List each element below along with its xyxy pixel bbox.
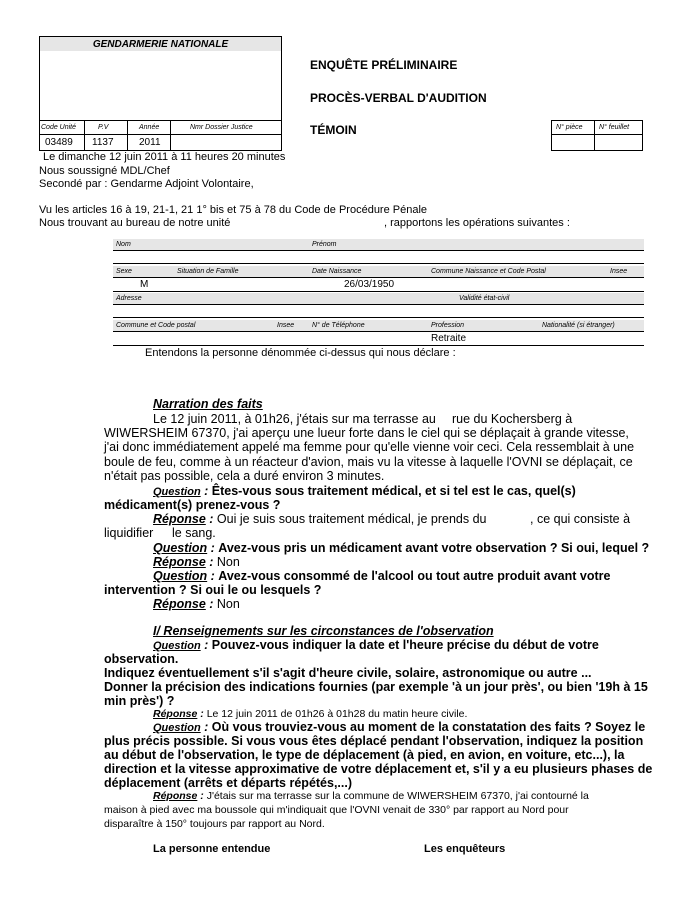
commune-cp-label: Commune et Code postal <box>116 322 196 329</box>
qa3-answer: Réponse : Non <box>153 597 240 611</box>
section1-answer2-line-1: Réponse : J'étais sur ma terrasse sur la commune de WIWERSHEIM 67370, j'ai contourné la <box>153 790 589 802</box>
nom-label: Nom <box>116 241 131 248</box>
profession-label: Profession <box>431 322 465 329</box>
section1-question-line-5: min près') ? <box>104 694 175 708</box>
annee-value: 2011 <box>139 137 161 148</box>
signature-investigators: Les enquêteurs <box>424 843 506 855</box>
narration-line-2: WIWERSHEIM 67370, j'ai aperçu une lueur forte dans le ciel qui se déplaçait à grande vitesse, <box>104 426 629 440</box>
narration-title: Narration des faits <box>153 397 263 411</box>
answer-label: Réponse <box>153 512 206 526</box>
section1-question2-line-4: direction et la vitesse approximative de votre déplacement et, s'il y a eu plusieurs phases de <box>104 762 653 776</box>
adresse-label: Adresse <box>116 295 142 302</box>
identity-row-3 <box>113 293 644 304</box>
annee-label: Année <box>139 124 160 131</box>
qa1-answer-line-1: Réponse : Oui je suis sous traitement médical, je prends du <box>153 512 487 526</box>
section1-question-line-1: Question : Pouvez-vous indiquer la date et l'heure précise du début de votre <box>153 638 599 652</box>
narration-line-1b: rue du Kochersberg à <box>452 412 573 426</box>
section1-question2-line-3: au début de l'observation, le type de déplacement (à pied, en avion, en voiture, etc...), la <box>104 748 625 762</box>
section1-question2-line-5: déplacement (arrêts et départs répétés,...) <box>104 776 353 790</box>
qa1-answer-line-2b: le sang. <box>172 526 216 540</box>
narration-line-3: j'ai donc immédiatement appelé ma femme pour qu'elle vienne voir ceci. Cela ressemblait à une <box>104 440 635 454</box>
identity-row-1 <box>113 239 644 250</box>
situation-label: Situation de Famille <box>177 268 239 275</box>
qa1-answer-line-2a: liquidifier <box>104 526 154 540</box>
pv-value: 1137 <box>92 137 114 148</box>
feuillet-label: N° feuillet <box>599 124 630 131</box>
articles-line: Vu les articles 16 à 19, 21-1, 21 1° bis et 75 à 78 du Code de Procédure Pénale <box>39 204 428 216</box>
section1-question2-line-2: plus précis possible. Si vous vous êtes déplacé pendant l'observation, indiquez la position <box>104 734 644 748</box>
bureau-line-b: , rapportons les opérations suivantes : <box>384 217 570 229</box>
section1-question-line-2: observation. <box>104 652 179 666</box>
qa2-answer: Réponse : Non <box>153 555 240 569</box>
officer-line: Nous soussigné MDL/Chef <box>39 165 170 177</box>
section1-title: I/ Renseignements sur les circonstances de l'observation <box>153 624 494 638</box>
doc-type-1: ENQUÊTE PRÉLIMINAIRE <box>310 58 458 72</box>
date-naissance-label: Date Naissance <box>312 268 362 275</box>
section1-question-line-4: Donner la précision des indications fournies (par exemple 'à un jour près', ou bien '19h à 15 <box>104 680 648 694</box>
narration-line-4: boule de feu, comme à un réacteur d'avion, mais vu la vitesse à laquelle l'OVNI se déplaçait, ce <box>104 455 633 469</box>
section1-answer2-line-2: maison à pied avec ma boussole qui m'indiquait que l'OVNI venait de 330° par rapport au Nord pour <box>104 804 569 816</box>
section1-question-line-3: Indiquez éventuellement s'il s'agit d'heure civile, solaire, astronomique ou autre ... <box>104 666 592 680</box>
prenom-label: Prénom <box>312 241 337 248</box>
question-label: Question <box>153 486 201 498</box>
doc-type-3: TÉMOIN <box>310 123 357 137</box>
doc-type-2: PROCÈS-VERBAL D'AUDITION <box>310 91 487 105</box>
dossier-label: Nmr Dossier Justice <box>190 124 253 131</box>
tel-label: N° de Téléphone <box>312 322 365 329</box>
sexe-label: Sexe <box>116 268 132 275</box>
piece-label: N° pièce <box>556 124 583 131</box>
section1-answer-1: Réponse : Le 12 juin 2011 de 01h26 à 01h28 du matin heure civile. <box>153 708 468 720</box>
signature-witness: La personne entendue <box>153 843 271 855</box>
validite-label: Validité état-civil <box>459 295 510 302</box>
sexe-value: M <box>140 279 149 290</box>
second-line: Secondé par : Gendarme Adjoint Volontaire, <box>39 178 254 190</box>
section1-answer2-line-3: disparaître à 150° toujours par rapport au Nord. <box>104 818 325 830</box>
narration-line-1a: Le 12 juin 2011, à 01h26, j'étais sur ma terrasse au <box>153 412 436 426</box>
profession-value: Retraite <box>431 333 467 344</box>
qa1-question-line-1: Question : Êtes-vous sous traitement médical, et si tel est le cas, quel(s) <box>153 484 576 498</box>
qa1-answer-line-1b: , ce qui consiste à <box>530 512 631 526</box>
bureau-line-a: Nous trouvant au bureau de notre unité <box>39 217 231 229</box>
code-unite-value: 03489 <box>45 137 73 148</box>
section1-question2-line-1: Question : Où vous trouviez-vous au moment de la constatation des faits ? Soyez le <box>153 720 646 734</box>
insee-label: Insee <box>610 268 628 275</box>
nationalite-label: Nationalité (si étranger) <box>542 322 615 329</box>
date-line: Le dimanche 12 juin 2011 à 11 heures 20 minutes <box>43 151 286 163</box>
date-naissance-value: 26/03/1950 <box>344 279 395 290</box>
declaration-intro: Entendons la personne dénommée ci-dessus qui nous déclare : <box>145 347 456 359</box>
qa1-question-line-2: médicament(s) prenez-vous ? <box>104 498 281 512</box>
narration-line-5: n'était pas possible, cela a duré environ 3 minutes. <box>104 469 385 483</box>
pv-label: P.V <box>98 124 109 131</box>
qa2-question: Question : Avez-vous pris un médicament avant votre observation ? Si oui, lequel ? <box>153 541 650 555</box>
insee2-label: Insee <box>277 322 295 329</box>
agency-name: GENDARMERIE NATIONALE <box>92 39 229 50</box>
qa3-question-line-2: intervention ? Si oui le ou lesquels ? <box>104 583 322 597</box>
commune-naissance-label: Commune Naissance et Code Postal <box>431 268 546 275</box>
qa3-question-line-1: Question : Avez-vous consommé de l'alcool ou tout autre produit avant votre <box>153 569 611 583</box>
code-unite-label: Code Unité <box>41 124 77 131</box>
